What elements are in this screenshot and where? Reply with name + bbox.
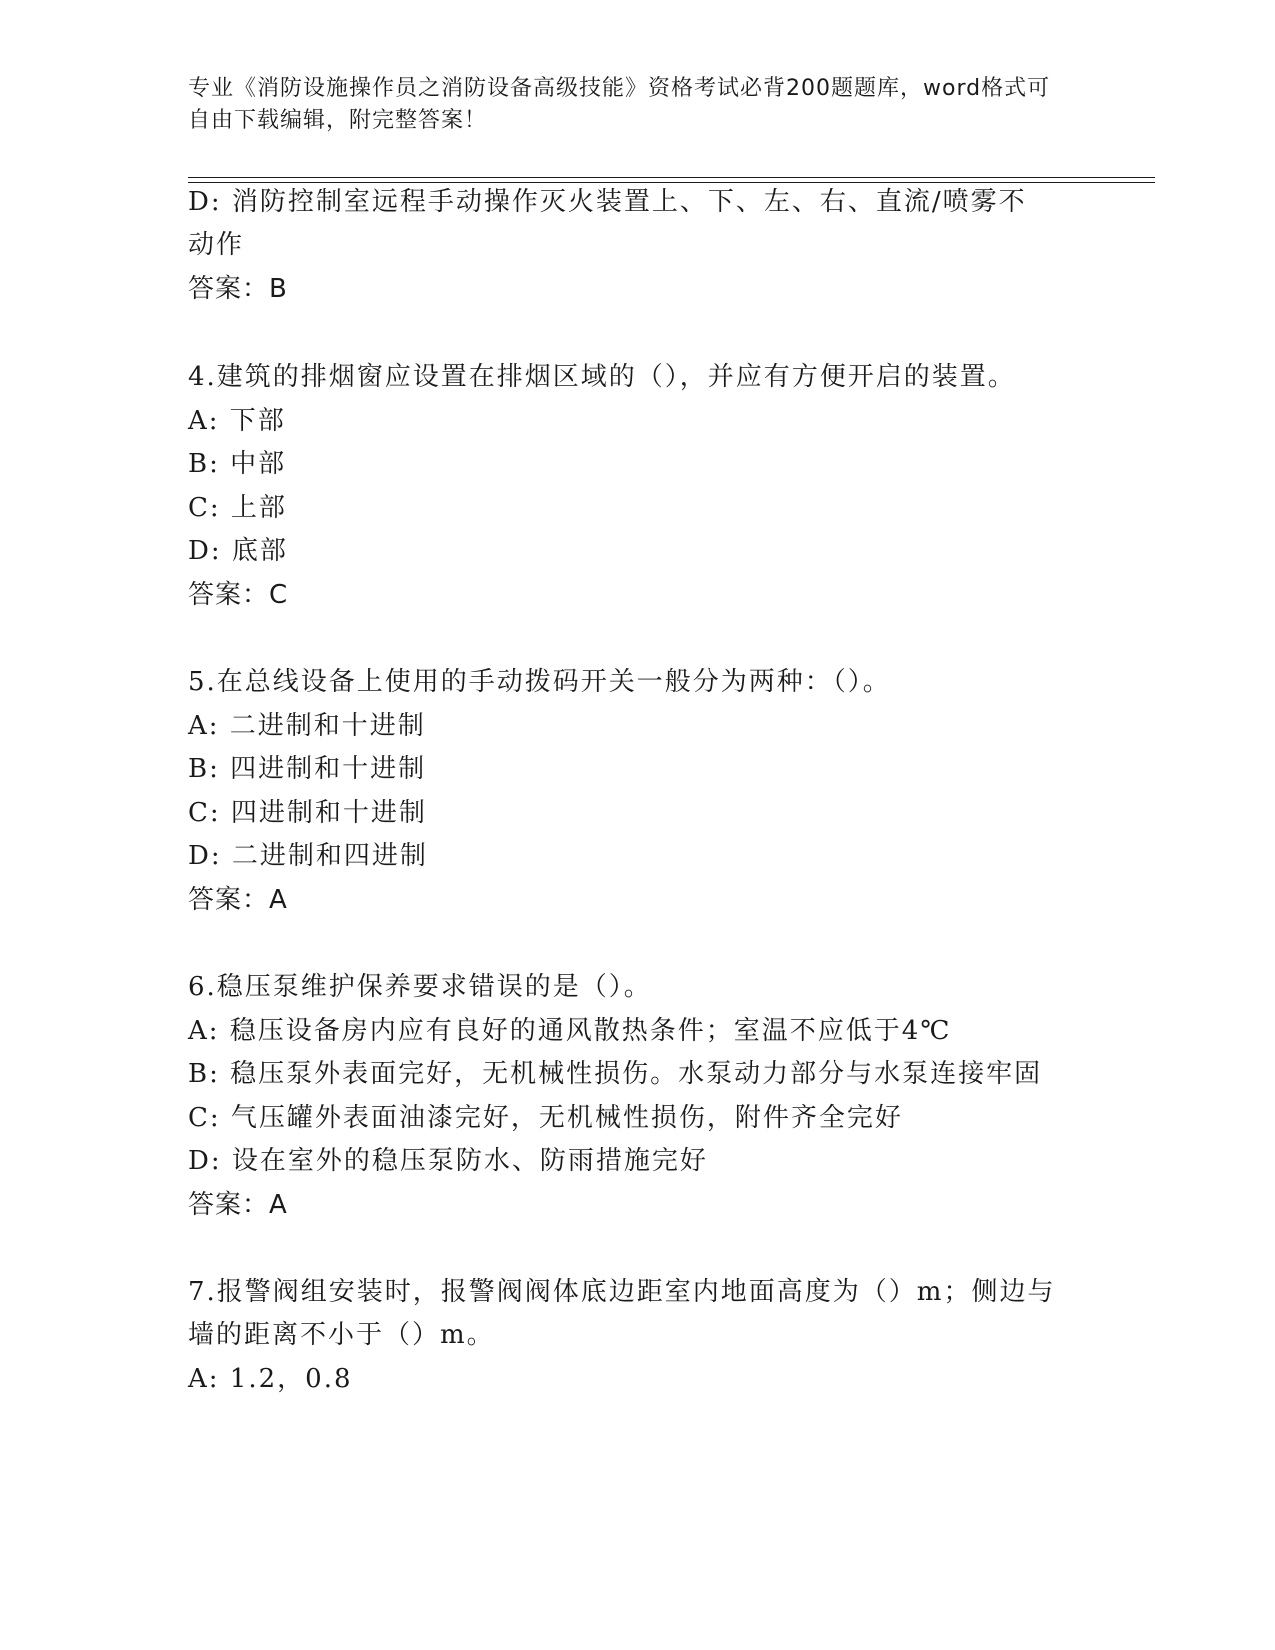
q7-question-line2: 墙的距离不小于（）m。 [188, 1320, 495, 1350]
q5-option-c: C: 四进制和十进制 [188, 798, 427, 828]
q5-option-d: D: 二进制和四进制 [188, 841, 428, 871]
q6-option-a: A: 稳压设备房内应有良好的通风散热条件；室温不应低于4℃ [188, 1016, 952, 1046]
q4-option-c: C: 上部 [188, 493, 287, 523]
q6-question: 6.稳压泵维护保养要求错误的是（）。 [188, 972, 652, 1002]
q3-option-d-line2: 动作 [188, 230, 245, 260]
header-divider-top [188, 177, 1155, 178]
q6-option-b: B: 稳压泵外表面完好，无机械性损伤。水泵动力部分与水泵连接牢固 [188, 1059, 1043, 1089]
q6-answer: 答案：A [188, 1190, 288, 1220]
q4-answer: 答案：C [188, 580, 289, 610]
q6-option-d: D: 设在室外的稳压泵防水、防雨措施完好 [188, 1146, 708, 1176]
q3-answer: 答案：B [188, 274, 288, 304]
q4-option-a: A: 下部 [188, 406, 286, 436]
q6-option-c: C: 气压罐外表面油漆完好，无机械性损伤，附件齐全完好 [188, 1103, 903, 1133]
q4-question: 4.建筑的排烟窗应设置在排烟区域的（），并应有方便开启的装置。 [188, 362, 1016, 392]
q5-answer: 答案：A [188, 885, 288, 915]
q5-option-b: B: 四进制和十进制 [188, 754, 427, 784]
q4-option-d: D: 底部 [188, 536, 288, 566]
q5-question: 5.在总线设备上使用的手动拨码开关一般分为两种：（）。 [188, 667, 891, 697]
q5-option-a: A: 二进制和十进制 [188, 711, 426, 741]
document-header: 专业《消防设施操作员之消防设备高级技能》资格考试必背200题题库，word格式可自由下载编辑，附完整答案！ [188, 76, 1051, 133]
q3-option-d-line1: D: 消防控制室远程手动操作灭火装置上、下、左、右、直流/喷雾不 [188, 187, 1027, 217]
q7-option-a: A: 1.2，0.8 [188, 1364, 353, 1394]
q7-question-line1: 7.报警阀组安装时，报警阀阀体底边距室内地面高度为（）m；侧边与 [188, 1277, 1056, 1307]
header-divider-bottom [188, 182, 1155, 183]
q4-option-b: B: 中部 [188, 449, 287, 479]
